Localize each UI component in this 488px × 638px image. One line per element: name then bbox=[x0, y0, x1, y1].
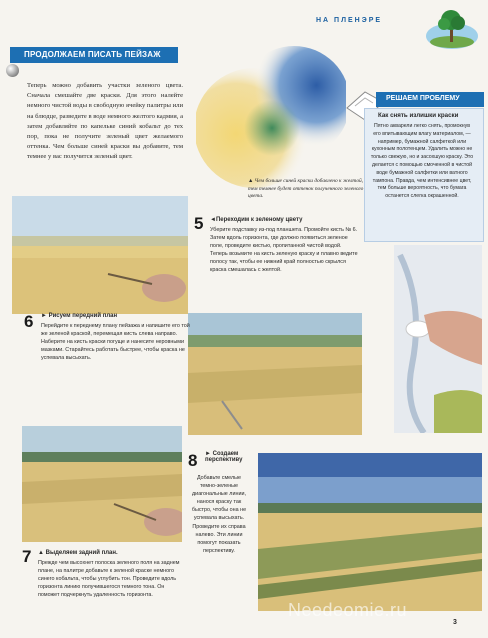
step7-heading: ▲ Выделяем задний план. bbox=[38, 550, 118, 556]
step5-number: 5 bbox=[194, 214, 204, 233]
step5-photo bbox=[12, 196, 188, 314]
problem-heading: Как снять излишки краски bbox=[378, 112, 459, 119]
step8-photo bbox=[258, 453, 482, 611]
problem-title-bar bbox=[376, 92, 484, 107]
intro-paragraph: Теперь можно добавить участки зеленого цвета. Сначала смешайте две краски. Для этого налейте немного чистой воды в свободную ячейку палитры или на блюдце, разведите в воде немного желтого кадмия, а затем добавляйте по капельке синий кобальт до тех пор, пока не получите зеленый цвет желаемого оттенка. Чем больше синей краски вы добавите, тем темнее у вас получится зеленый цвет. bbox=[27, 82, 183, 161]
step6-heading: ► Рисуем передний план bbox=[41, 313, 118, 319]
step8-heading: ► Создаем перспективу bbox=[205, 451, 243, 463]
step8-text: Добавьте смелые темно-зеленые диагональные линии, нанося краску так быстро, чтобы она не успевала высыхать. Проведите их справа налево. Эти линии помогут показать перспективу. bbox=[191, 475, 247, 554]
bullet-icon bbox=[6, 64, 19, 77]
section-title: ПРОДОЛЖАЕМ ПИСАТЬ ПЕЙЗАЖ bbox=[24, 50, 161, 59]
step6-text: Перейдите к переднему плану пейзажа и напишите его той же зеленой краской, перемещая кисть слева направо. Наберите на кисть краски погуще и нанесите неровными мазками. Старайтесь работать быстрее, чтобы краска не успевала высыхать. bbox=[41, 323, 190, 362]
step7-text: Прежде чем высохнет полоска зеленого поля на заднем плане, на палитре добавьте к зеленой краске немного синего кобальта, чтобы углубить тон. Проведите вдоль горизонта линию получившегося темного тона. Он поможет подчеркнуть удаленность горизонта. bbox=[38, 560, 180, 599]
step7-photo bbox=[22, 426, 182, 542]
step8-number: 8 bbox=[188, 451, 198, 470]
step5-heading: ◄Переходим к зеленому цвету bbox=[210, 217, 303, 223]
step7-number: 7 bbox=[22, 547, 32, 566]
page-number: 3 bbox=[453, 619, 457, 626]
blob-caption: ▲ Чем больше синей краски добавлено к желтой, тем темнее будет оттенок полученного зеленого цвета. bbox=[248, 178, 364, 199]
problem-title: РЕШАЕМ ПРОБЛЕМУ bbox=[386, 95, 460, 102]
tree-logo-icon bbox=[424, 6, 480, 50]
problem-text: Пятно акварели легко снять, промокнув его впитывающим влагу материалом, — например, бумажной салфеткой или кухонным полотенцем. Удалить можно не только свежую, но и засохшую краску. Это делается с помощью смоченной в чистой воде бумажной салфетки или ватного тампона. Правда, чем интенсивнее цвет, тем больше вероятность, что бумага останется слегка окрашенной. bbox=[370, 123, 474, 200]
step5-text: Уберите подставку из-под планшета. Промойте кисть № 6. Затем вдоль горизонта, где должно появиться зеленое поле, проведите кистью, пропитанной чистой водой. Теперь возьмите на кисть зеленую краску и плавно ведите полосу так, чтобы ее нижний край полностью скрылся краска смешалась с желтой. bbox=[210, 227, 358, 274]
section-label: НА ПЛЕНЭРЕ bbox=[316, 17, 383, 24]
paint-mix-image bbox=[196, 46, 346, 196]
section-title-bar bbox=[10, 47, 178, 63]
step6-photo bbox=[188, 313, 362, 435]
step6-number: 6 bbox=[24, 312, 34, 331]
watermark: Needeomie.ru bbox=[288, 600, 408, 620]
blotting-hands-photo bbox=[394, 245, 482, 433]
